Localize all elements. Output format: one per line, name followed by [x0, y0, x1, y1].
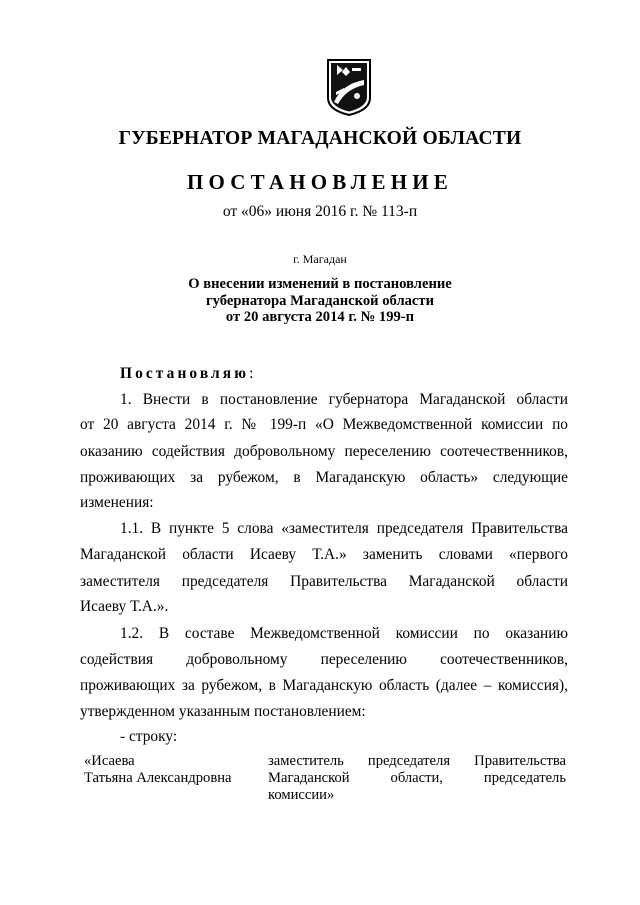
paragraph-1-1-line: заместителя председателя Правительства Магаданской области [80, 573, 568, 590]
member-position-line: Магаданской области, председатель [268, 770, 566, 786]
paragraph-1-2-line: содействия добровольному переселению соотечественников, [80, 651, 568, 668]
coat-of-arms-icon [326, 58, 372, 116]
member-name-line: «Исаева [84, 753, 135, 769]
resolve-word: Постановляю [120, 365, 250, 382]
date-number-line: от «06» июня 2016 г. № 113-п [222, 203, 418, 220]
paragraph-1-2-line: 1.2. В составе Межведомственной комиссии по оказанию [120, 625, 568, 642]
paragraph-1-2-line: утвержденном указанным постановлением: [80, 703, 366, 720]
paragraph-1-1-line: 1.1. В пункте 5 слова «заместителя председателя Правительства [120, 520, 568, 537]
member-position [268, 753, 566, 804]
issuing-authority: ГУБЕРНАТОР МАГАДАНСКОЙ ОБЛАСТИ [118, 128, 522, 149]
subject-line: О внесении изменений в постановление [188, 276, 452, 292]
paragraph-1-2-line: проживающих за рубежом, в Магаданскую область (далее – комиссия), [80, 677, 568, 694]
paragraph-1-line: проживающих за рубежом, в Магаданскую область» следующие [80, 469, 568, 486]
member-position-line: комиссии» [268, 787, 335, 803]
paragraph-1-line: 1. Внести в постановление губернатора Магаданской области [120, 391, 568, 408]
paragraph-1-line: изменения: [80, 494, 154, 511]
document-subject [0, 276, 640, 326]
subject-line: от 20 августа 2014 г. № 199-п [225, 309, 415, 325]
paragraph-1-line: оказанию содействия добровольному переселению соотечественников, [80, 443, 568, 460]
member-position-line: заместитель председателя Правительства [268, 753, 566, 769]
city-name: г. Магадан [293, 252, 347, 266]
paragraph-1-1-line: Исаеву Т.А.». [80, 598, 169, 615]
member-name-line: Татьяна Александровна [84, 770, 232, 786]
resolve-heading [120, 365, 253, 383]
document-type: ПОСТАНОВЛЕНИЕ [186, 170, 454, 194]
paragraph-1-line: от 20 августа 2014 г. № 199-п «О Межведомственной комиссии по [80, 416, 568, 433]
paragraph-1-1-line: Магаданской области Исаеву Т.А.» заменить словами «первого [80, 546, 568, 563]
member-name [84, 753, 232, 787]
resolve-colon: : [249, 365, 254, 382]
line-item-label: - строку: [120, 728, 178, 745]
subject-line: губернатора Магаданской области [206, 292, 434, 309]
